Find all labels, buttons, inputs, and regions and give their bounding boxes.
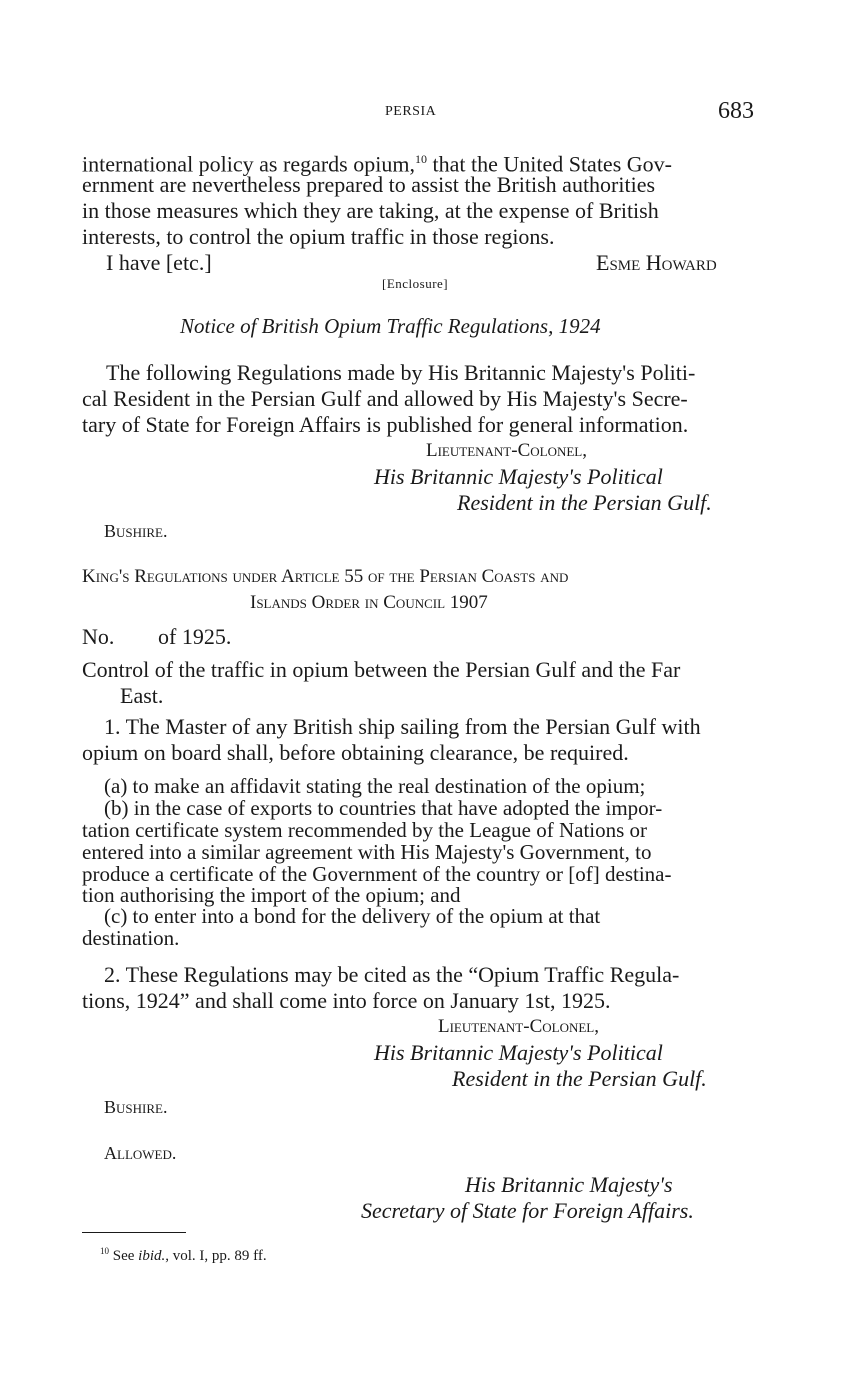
- paragraph-1-line-1: 1. The Master of any British ship sailing from the Persian Gulf with: [104, 714, 701, 739]
- paragraph-2-line-2: tions, 1924” and shall come into force on January 1st, 1925.: [82, 988, 611, 1013]
- allowed-label: Allowed.: [104, 1143, 177, 1163]
- sub-item-c-line-2: destination.: [82, 926, 180, 950]
- signature-rank-2: Lieutenant-Colonel,: [438, 1016, 599, 1037]
- notice-title: Notice of British Opium Traffic Regulations, 1924: [180, 314, 601, 338]
- place-bushire-1: Bushire.: [104, 521, 168, 541]
- regulation-no: No.: [82, 624, 115, 649]
- footnote-ibid: ibid.: [138, 1248, 166, 1264]
- footnote-see: See: [112, 1248, 135, 1264]
- page-number: 683: [718, 98, 754, 124]
- letter-signature: Esme Howard: [596, 250, 717, 275]
- enclosure-label: [Enclosure]: [382, 276, 449, 291]
- control-line-1: Control of the traffic in opium between the Persian Gulf and the Far: [82, 657, 681, 682]
- sub-item-b-line-1: (b) in the case of exports to countries that have adopted the impor-: [104, 796, 663, 820]
- sub-item-c-line-1: (c) to enter into a bond for the delivery of the opium at that: [104, 904, 601, 928]
- sub-item-b-line-4: produce a certificate of the Government of the country or [of] destina-: [82, 862, 672, 886]
- letter-line-4: interests, to control the opium traffic in those regions.: [82, 224, 555, 249]
- signature-title-2a: His Britannic Majesty's Political: [374, 1040, 663, 1065]
- notice-line-3: tary of State for Foreign Affairs is published for general information.: [82, 412, 689, 437]
- footnote-rule: [82, 1232, 186, 1233]
- signature-title-1b: Resident in the Persian Gulf.: [457, 490, 712, 515]
- secretary-line-2: Secretary of State for Foreign Affairs.: [361, 1198, 694, 1223]
- signature-title-2b: Resident in the Persian Gulf.: [452, 1066, 707, 1091]
- secretary-line-1: His Britannic Majesty's: [465, 1172, 673, 1197]
- footnote-reference: 10: [414, 152, 427, 166]
- letter-line-1-rest: that the United States Gov-: [426, 151, 672, 177]
- footnote: [100, 1246, 267, 1265]
- sub-item-b-line-3: entered into a similar agreement with His Majesty's Government, to: [82, 840, 652, 864]
- regulations-heading-line-2: Islands Order in Council 1907: [250, 592, 488, 613]
- footnote-rest: , vol. I, pp. 89 ff.: [165, 1248, 267, 1264]
- sub-item-b-line-2: tation certificate system recommended by the League of Nations or: [82, 818, 648, 842]
- control-line-2: East.: [120, 683, 164, 708]
- footnote-number: 10: [100, 1246, 109, 1256]
- notice-line-1: The following Regulations made by His Britannic Majesty's Politi-: [106, 360, 696, 385]
- letter-line-2: ernment are nevertheless prepared to assist the British authorities: [82, 172, 656, 197]
- place-bushire-2: Bushire.: [104, 1097, 168, 1117]
- signature-rank-1: Lieutenant-Colonel,: [426, 440, 587, 461]
- notice-line-2: cal Resident in the Persian Gulf and allowed by His Majesty's Secre-: [82, 386, 688, 411]
- letter-closing: I have [etc.]: [106, 250, 212, 275]
- running-head: PERSIA: [385, 104, 437, 119]
- letter-line-1-text: international policy as regards opium,: [82, 151, 415, 177]
- paragraph-2-line-1: 2. These Regulations may be cited as the “Opium Traffic Regula-: [104, 962, 680, 987]
- sub-item-a: (a) to make an affidavit stating the real destination of the opium;: [104, 774, 646, 798]
- paragraph-1-line-2: opium on board shall, before obtaining clearance, be required.: [82, 740, 629, 765]
- letter-line-3: in those measures which they are taking, at the expense of British: [82, 198, 659, 223]
- signature-title-1a: His Britannic Majesty's Political: [374, 464, 663, 489]
- regulation-year: of 1925.: [158, 624, 232, 649]
- regulations-heading-line-1: King's Regulations under Article 55 of the Persian Coasts and: [82, 566, 569, 587]
- sub-item-b-line-5: tion authorising the import of the opium; and: [82, 883, 461, 907]
